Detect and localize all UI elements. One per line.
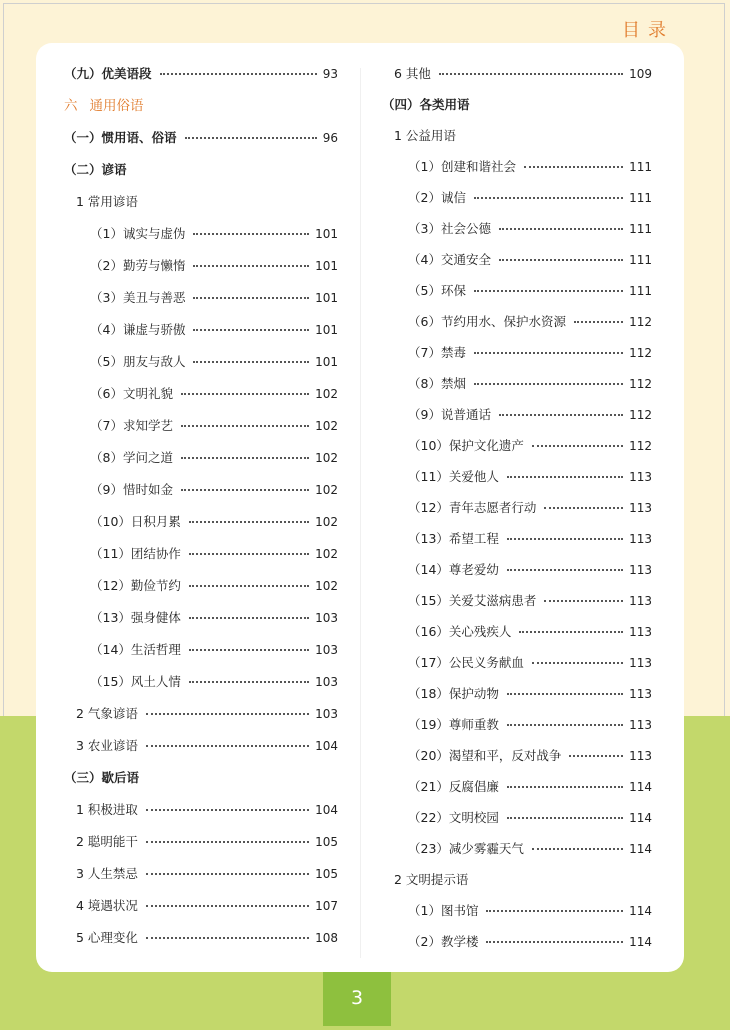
column-divider: [360, 68, 361, 958]
toc-entry: [408, 251, 652, 269]
toc-entry-page: 114: [629, 780, 652, 794]
dot-leader: [519, 631, 623, 633]
toc-entry-label: 6 其他: [394, 66, 431, 81]
toc-entry-label: （7）求知学艺: [90, 418, 173, 433]
page-number: 3: [350, 987, 364, 1009]
toc-entry-label: （14）尊老爱幼: [408, 562, 499, 577]
toc-entry-page: 113: [629, 470, 652, 484]
dot-leader: [507, 786, 623, 788]
toc-entry-label: （4）谦虚与骄傲: [90, 322, 186, 337]
dot-leader: [474, 383, 623, 385]
toc-entry-label: （15）关爱艾滋病患者: [408, 593, 537, 608]
dot-leader: [193, 297, 309, 299]
toc-entry-page: 113: [629, 656, 652, 670]
toc-entry: [408, 561, 652, 579]
toc-entry-page: 93: [322, 67, 338, 81]
toc-entry: [90, 321, 338, 339]
dot-leader: [181, 393, 309, 395]
toc-entry: [408, 499, 652, 517]
dot-leader: [499, 414, 623, 416]
toc-entry-label: （1）创建和谐社会: [408, 159, 516, 174]
toc-entry-page: 111: [629, 160, 652, 174]
toc-entry-label: （20）渴望和平，反对战争: [408, 748, 562, 763]
toc-entry-label: （15）风土人情: [90, 674, 181, 689]
toc-entry: [408, 530, 652, 548]
toc-entry: [90, 417, 338, 435]
toc-entry-page: 101: [315, 323, 338, 337]
toc-entry-label: （4）交通安全: [408, 252, 491, 267]
dot-leader: [181, 425, 309, 427]
dot-leader: [499, 228, 623, 230]
toc-entry-page: 113: [629, 687, 652, 701]
toc-entry: [90, 513, 338, 531]
toc-entry-page: 113: [629, 594, 652, 608]
toc-entry-label: （2）勤劳与懒惰: [90, 258, 186, 273]
toc-entry: [90, 641, 338, 659]
toc-entry-label: （5）朋友与敌人: [90, 354, 186, 369]
toc-entry-page: 113: [629, 749, 652, 763]
dot-leader: [474, 290, 623, 292]
toc-entry-page: 103: [315, 675, 338, 689]
toc-entry: [408, 716, 652, 734]
toc-subheading: （四）各类用语: [382, 97, 470, 112]
toc-entry-page: 102: [315, 387, 338, 401]
toc-entry-page: 114: [629, 842, 652, 856]
toc-entry-page: 114: [629, 904, 652, 918]
toc-entry-page: 101: [315, 355, 338, 369]
toc-entry-page: 101: [315, 227, 338, 241]
dot-leader: [189, 553, 309, 555]
toc-entry: [408, 902, 652, 920]
toc-entry: [408, 623, 652, 641]
toc-subheading: （二）谚语: [64, 162, 127, 177]
toc-entry-page: 102: [315, 547, 338, 561]
dot-leader: [532, 445, 623, 447]
dot-leader: [544, 507, 623, 509]
toc-entry: [76, 801, 338, 819]
toc-subheading: 1 常用谚语: [76, 194, 138, 209]
dot-leader: [499, 259, 623, 261]
toc-entry-page: 111: [629, 253, 652, 267]
toc-entry: [76, 865, 338, 883]
dot-leader: [146, 745, 309, 747]
dot-leader: [474, 197, 623, 199]
toc-entry-page: 103: [315, 611, 338, 625]
toc-entry: [408, 158, 652, 176]
toc-entry-label: （19）尊师重教: [408, 717, 499, 732]
dot-leader: [160, 73, 317, 75]
dot-leader: [146, 841, 309, 843]
dot-leader: [189, 521, 309, 523]
toc-subheading: 2 文明提示语: [394, 872, 469, 887]
toc-entry-page: 107: [315, 899, 338, 913]
toc-entry-page: 112: [629, 408, 652, 422]
toc-entry: [90, 481, 338, 499]
toc-entry-label: （3）社会公德: [408, 221, 491, 236]
dot-leader: [146, 713, 309, 715]
toc-entry-label: 1 积极进取: [76, 802, 138, 817]
toc-entry: [76, 897, 338, 915]
toc-entry-page: 105: [315, 867, 338, 881]
toc-entry-label: （9）说普通话: [408, 407, 491, 422]
dot-leader: [146, 873, 309, 875]
toc-entry: [408, 747, 652, 765]
toc-entry-page: 111: [629, 284, 652, 298]
toc-entry-page: 111: [629, 222, 652, 236]
toc-entry-label: （13）希望工程: [408, 531, 499, 546]
toc-entry-page: 102: [315, 579, 338, 593]
toc-entry-page: 113: [629, 563, 652, 577]
toc-entry-page: 102: [315, 451, 338, 465]
toc-entry-label: 3 人生禁忌: [76, 866, 138, 881]
toc-entry: [408, 592, 652, 610]
toc-entry-label: （一）惯用语、俗语: [64, 130, 177, 145]
toc-subheading: 1 公益用语: [394, 128, 456, 143]
toc-entry-page: 113: [629, 532, 652, 546]
toc-entry: [76, 833, 338, 851]
dot-leader: [569, 755, 623, 757]
toc-entry-label: （2）诚信: [408, 190, 466, 205]
toc-entry: [408, 282, 652, 300]
toc-entry-page: 96: [322, 131, 338, 145]
toc-entry-label: （9）惜时如金: [90, 482, 173, 497]
toc-entry: [408, 468, 652, 486]
toc-entry-label: （10）日积月累: [90, 514, 181, 529]
toc-entry: [394, 65, 652, 83]
toc-entry: [408, 375, 652, 393]
toc-entry-page: 114: [629, 935, 652, 949]
dot-leader: [507, 476, 623, 478]
toc-entry-label: （11）团结协作: [90, 546, 181, 561]
dot-leader: [189, 649, 309, 651]
dot-leader: [544, 600, 623, 602]
toc-entry-page: 114: [629, 811, 652, 825]
dot-leader: [189, 681, 309, 683]
toc-entry-page: 102: [315, 515, 338, 529]
dot-leader: [532, 848, 623, 850]
toc-entry: [76, 705, 338, 723]
toc-entry-page: 104: [315, 739, 338, 753]
toc-entry: [408, 778, 652, 796]
toc-entry: [408, 220, 652, 238]
dot-leader: [532, 662, 623, 664]
toc-entry-label: 2 聪明能干: [76, 834, 138, 849]
toc-entry-page: 112: [629, 315, 652, 329]
dot-leader: [507, 569, 623, 571]
dot-leader: [486, 910, 623, 912]
dot-leader: [507, 724, 623, 726]
toc-subheading: （三）歇后语: [64, 770, 140, 785]
toc-entry: [90, 225, 338, 243]
dot-leader: [574, 321, 623, 323]
toc-entry-label: （6）文明礼貌: [90, 386, 173, 401]
toc-entry: [64, 129, 338, 147]
section-heading: [64, 97, 144, 115]
toc-entry: [408, 344, 652, 362]
dot-leader: [193, 265, 309, 267]
dot-leader: [507, 817, 623, 819]
dot-leader: [193, 361, 309, 363]
dot-leader: [193, 233, 309, 235]
dot-leader: [189, 617, 309, 619]
toc-entry-label: 4 境遇状况: [76, 898, 138, 913]
toc-entry: [90, 609, 338, 627]
toc-entry-page: 103: [315, 643, 338, 657]
dot-leader: [507, 538, 623, 540]
toc-entry: [408, 809, 652, 827]
toc-entry-label: （8）禁烟: [408, 376, 466, 391]
toc-entry-page: 111: [629, 191, 652, 205]
toc-entry-page: 113: [629, 501, 652, 515]
toc-entry-label: （11）关爱他人: [408, 469, 499, 484]
toc-entry-page: 103: [315, 707, 338, 721]
toc-entry: [408, 654, 652, 672]
dot-leader: [181, 457, 309, 459]
toc-entry-page: 105: [315, 835, 338, 849]
toc-entry-label: 5 心理变化: [76, 930, 138, 945]
toc-entry-label: （14）生活哲理: [90, 642, 181, 657]
toc-entry-label: （23）减少雾霾天气: [408, 841, 524, 856]
toc-entry-label: （7）禁毒: [408, 345, 466, 360]
toc-entry: [64, 65, 338, 83]
toc-entry-page: 108: [315, 931, 338, 945]
toc-entry: [408, 189, 652, 207]
toc-entry-label: （九）优美语段: [64, 66, 152, 81]
page-title: 目录: [622, 20, 674, 41]
dot-leader: [146, 905, 309, 907]
section-heading-label: 通用俗语: [89, 98, 144, 114]
toc-entry-page: 112: [629, 346, 652, 360]
dot-leader: [189, 585, 309, 587]
toc-entry: [408, 685, 652, 703]
toc-entry-label: （22）文明校园: [408, 810, 499, 825]
dot-leader: [439, 73, 623, 75]
toc-entry-label: （18）保护动物: [408, 686, 499, 701]
toc-entry-page: 104: [315, 803, 338, 817]
toc-entry-page: 102: [315, 483, 338, 497]
toc-entry: [408, 313, 652, 331]
toc-entry-page: 113: [629, 718, 652, 732]
toc-entry: [408, 840, 652, 858]
toc-entry-page: 102: [315, 419, 338, 433]
toc-entry: [408, 933, 652, 951]
dot-leader: [193, 329, 309, 331]
toc-entry-label: （1）诚实与虚伪: [90, 226, 186, 241]
dot-leader: [181, 489, 309, 491]
toc-entry: [90, 577, 338, 595]
toc-entry-label: （17）公民义务献血: [408, 655, 524, 670]
toc-entry-label: （2）教学楼: [408, 934, 479, 949]
dot-leader: [146, 937, 309, 939]
toc-entry-label: （21）反腐倡廉: [408, 779, 499, 794]
toc-entry: [408, 437, 652, 455]
toc-entry-page: 113: [629, 625, 652, 639]
toc-entry-page: 109: [629, 67, 652, 81]
toc-entry-label: （6）节约用水、保护水资源: [408, 314, 566, 329]
toc-entry-label: （13）强身健体: [90, 610, 181, 625]
toc-entry: [76, 737, 338, 755]
toc-entry-label: 3 农业谚语: [76, 738, 138, 753]
toc-entry-page: 112: [629, 439, 652, 453]
toc-entry: [90, 545, 338, 563]
toc-entry: [90, 289, 338, 307]
toc-entry-page: 112: [629, 377, 652, 391]
dot-leader: [524, 166, 623, 168]
toc-entry-page: 101: [315, 291, 338, 305]
toc-entry-label: （5）环保: [408, 283, 466, 298]
section-heading-number: 六: [64, 98, 78, 114]
dot-leader: [146, 809, 309, 811]
toc-entry: [90, 385, 338, 403]
toc-entry-label: （12）勤俭节约: [90, 578, 181, 593]
dot-leader: [507, 693, 623, 695]
toc-entry: [76, 929, 338, 947]
toc-entry: [90, 673, 338, 691]
toc-entry-label: （16）关心残疾人: [408, 624, 512, 639]
toc-entry-label: （1）图书馆: [408, 903, 479, 918]
toc-entry: [90, 449, 338, 467]
dot-leader: [474, 352, 623, 354]
toc-entry: [90, 257, 338, 275]
toc-entry-label: （12）青年志愿者行动: [408, 500, 537, 515]
toc-entry: [90, 353, 338, 371]
toc-entry-label: （8）学问之道: [90, 450, 173, 465]
toc-entry-label: （3）美丑与善恶: [90, 290, 186, 305]
toc-entry: [408, 406, 652, 424]
dot-leader: [486, 941, 623, 943]
toc-entry-page: 101: [315, 259, 338, 273]
toc-entry-label: 2 气象谚语: [76, 706, 138, 721]
toc-entry-label: （10）保护文化遗产: [408, 438, 524, 453]
dot-leader: [185, 137, 317, 139]
